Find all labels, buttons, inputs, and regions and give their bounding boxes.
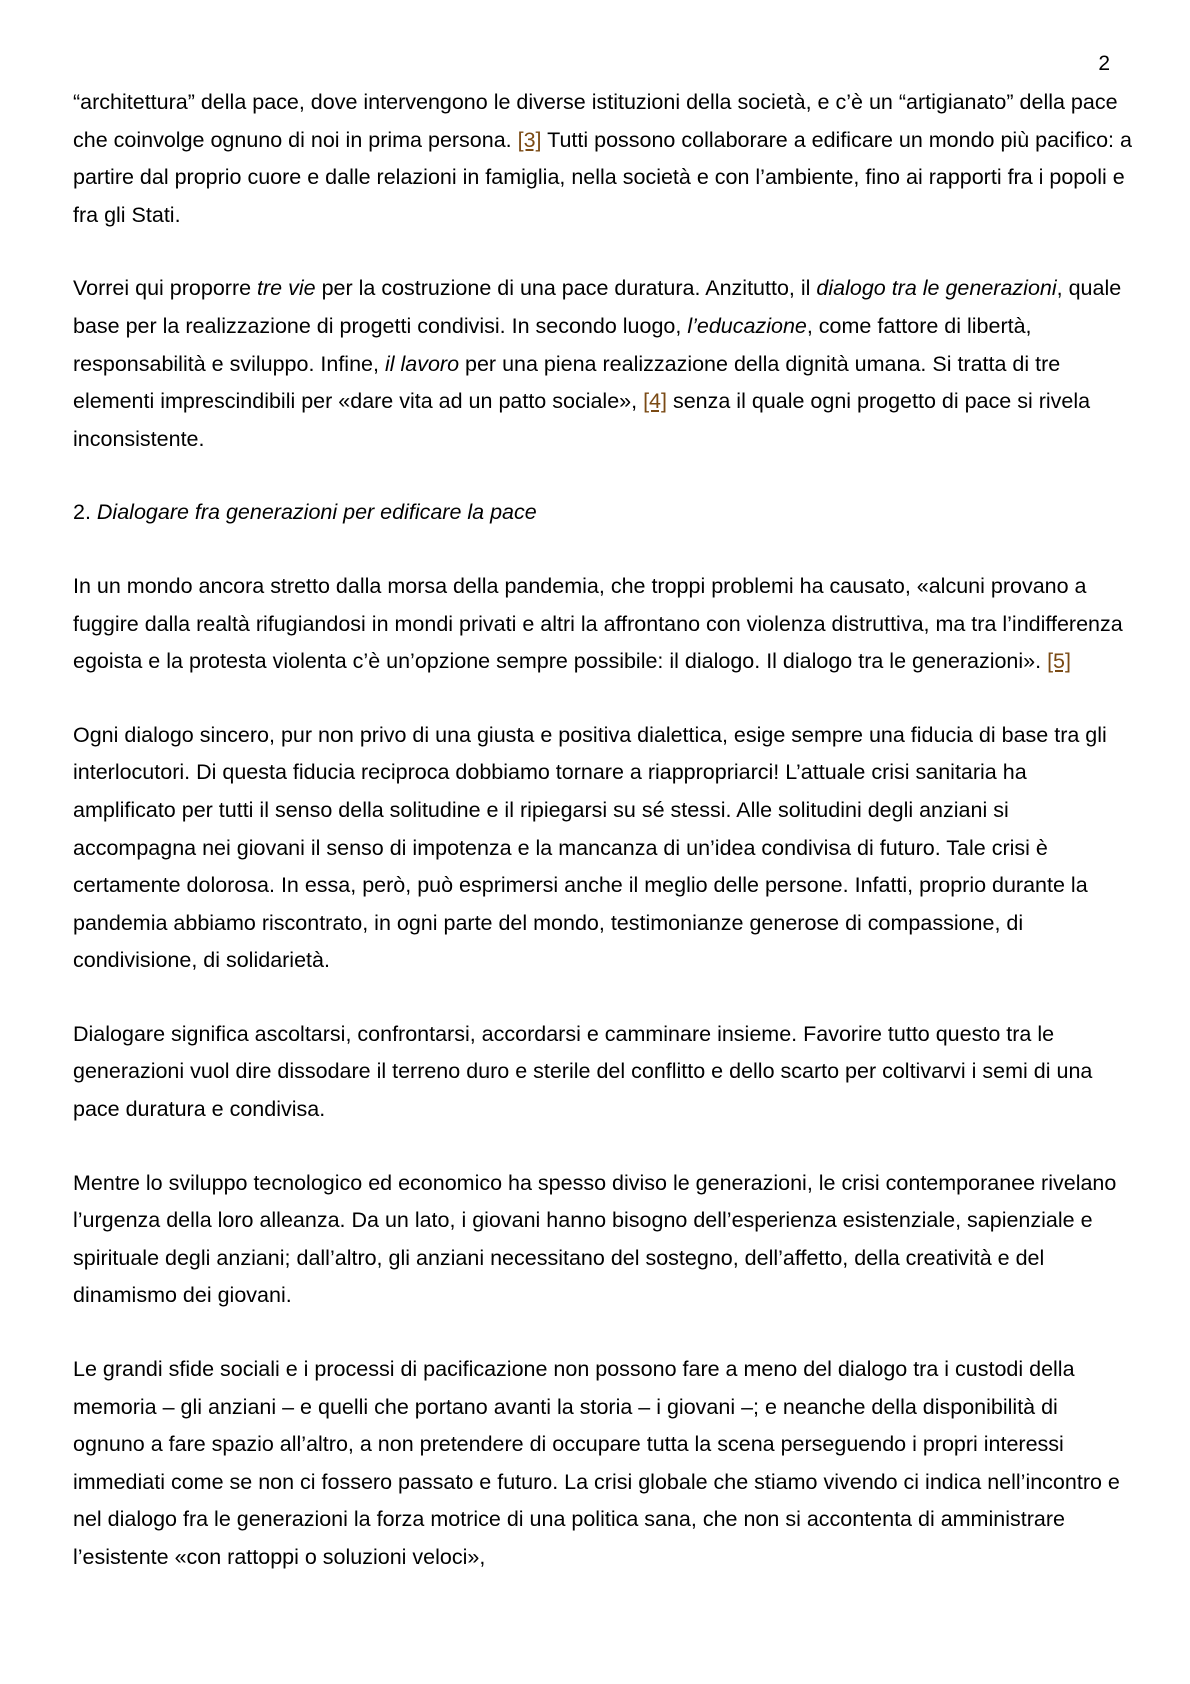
paragraph-text: per la costruzione di una pace duratura. Anzitutto, il bbox=[315, 276, 817, 301]
paragraph-text: Vorrei qui proporre bbox=[73, 276, 258, 301]
paragraph-text: “architettura” della pace, dove intervengono le diverse istituzioni della società, e c’è un “artigianato” della pace che coinvolge ognuno di noi in prima persona. bbox=[73, 90, 1118, 152]
paragraph bbox=[73, 84, 1133, 234]
italic-text: Dialogare fra generazioni per edificare la pace bbox=[96, 500, 537, 525]
paragraph-text: Ogni dialogo sincero, pur non privo di una giusta e positiva dialettica, esige sempre una fiducia di base tra gli interlocutori. Di questa fiducia reciproca dobbiamo tornare a riappropriarci! L’attuale crisi sanitaria ha amplificato per tutti il senso della solitudine e il ripiegarsi su sé stessi. Alle solitudini degli anziani si accompagna nei giovani il senso di impotenza e la mancanza di un’idea condivisa di futuro. Tale crisi è certamente dolorosa. In essa, però, può esprimersi anche il meglio delle persone. Infatti, proprio durante la pandemia abbiamo riscontrato, in ogni parte del mondo, testimonianze generose di compassione, di condivisione, di solidarietà. bbox=[73, 722, 1107, 973]
paragraph bbox=[73, 717, 1133, 980]
italic-text: il lavoro bbox=[384, 351, 460, 376]
page-number: 2 bbox=[1098, 52, 1110, 75]
footnote-link[interactable]: [4] bbox=[643, 389, 667, 414]
paragraph-text: , quale base per la realizzazione di progetti condivisi. In secondo luogo, bbox=[73, 276, 1122, 338]
paragraph-text: Mentre lo sviluppo tecnologico ed economico ha spesso diviso le generazioni, le crisi contemporanee rivelano l’urgenza della loro alleanza. Da un lato, i giovani hanno bisogno dell’esperienza esistenziale, sapienziale e spirituale degli anziani; dall’altro, gli anziani necessitano del sostegno, dell’affetto, della creatività e del dinamismo dei giovani. bbox=[73, 1170, 1117, 1308]
italic-text: dialogo tra le generazioni bbox=[816, 276, 1057, 301]
paragraph-text: In un mondo ancora stretto dalla morsa della pandemia, che troppi problemi ha causato, «alcuni provano a fuggire dalla realtà rifugiandosi in mondi privati e altri la affrontano con violenza distruttiva, ma tra l’indifferenza egoista e la protesta violenta c’è un’opzione sempre possibile: il dialogo. Il dialogo tra le generazioni». bbox=[73, 573, 1123, 674]
footnote-link[interactable]: [3] bbox=[517, 127, 542, 152]
paragraph-text: Le grandi sfide sociali e i processi di pacificazione non possono fare a meno del dialogo tra i custodi della memoria – gli anziani – e quelli che portano avanti la storia – i giovani –; e neanche della disponibilità di ognuno a fare spazio all’altro, a non pretendere di occupare tutta la scena perseguendo i propri interessi immediati come se non ci fossero passato e futuro. La crisi globale che stiamo vivendo ci indica nell’incontro e nel dialogo fra le generazioni la forza motrice di una politica sana, che non si accontenta di amministrare l’esistente «con rattoppi o soluzioni veloci», bbox=[73, 1357, 1120, 1569]
paragraph-text: 2. bbox=[73, 500, 97, 525]
paragraph-text: , come fattore di libertà, responsabilità e sviluppo. Infine, bbox=[73, 313, 1032, 376]
document-body bbox=[73, 84, 1133, 1613]
italic-text: l’educazione bbox=[687, 313, 807, 338]
paragraph-text: per una piena realizzazione della dignità umana. Si tratta di tre elementi imprescindibili per «dare vita ad un patto sociale», bbox=[73, 351, 1061, 414]
paragraph bbox=[73, 568, 1133, 681]
paragraph-text: senza il quale ogni progetto di pace si rivela inconsistente. bbox=[73, 389, 1091, 451]
paragraph bbox=[73, 1165, 1133, 1315]
footnote-link[interactable]: [5] bbox=[1047, 649, 1071, 674]
italic-text: tre vie bbox=[257, 276, 316, 301]
paragraph bbox=[73, 270, 1133, 458]
paragraph bbox=[73, 1351, 1133, 1577]
section-heading bbox=[73, 494, 1133, 532]
paragraph-text: Dialogare significa ascoltarsi, confrontarsi, accordarsi e camminare insieme. Favorire tutto questo tra le generazioni vuol dire dissodare il terreno duro e sterile del conflitto e dello scarto per coltivarvi i semi di una pace duratura e condivisa. bbox=[73, 1021, 1093, 1122]
paragraph-text: Tutti possono collaborare a edificare un mondo più pacifico: a partire dal proprio cuore e dalle relazioni in famiglia, nella società e con l’ambiente, fino ai rapporti fra i popoli e fra gli Stati. bbox=[73, 127, 1132, 227]
paragraph bbox=[73, 1016, 1133, 1129]
